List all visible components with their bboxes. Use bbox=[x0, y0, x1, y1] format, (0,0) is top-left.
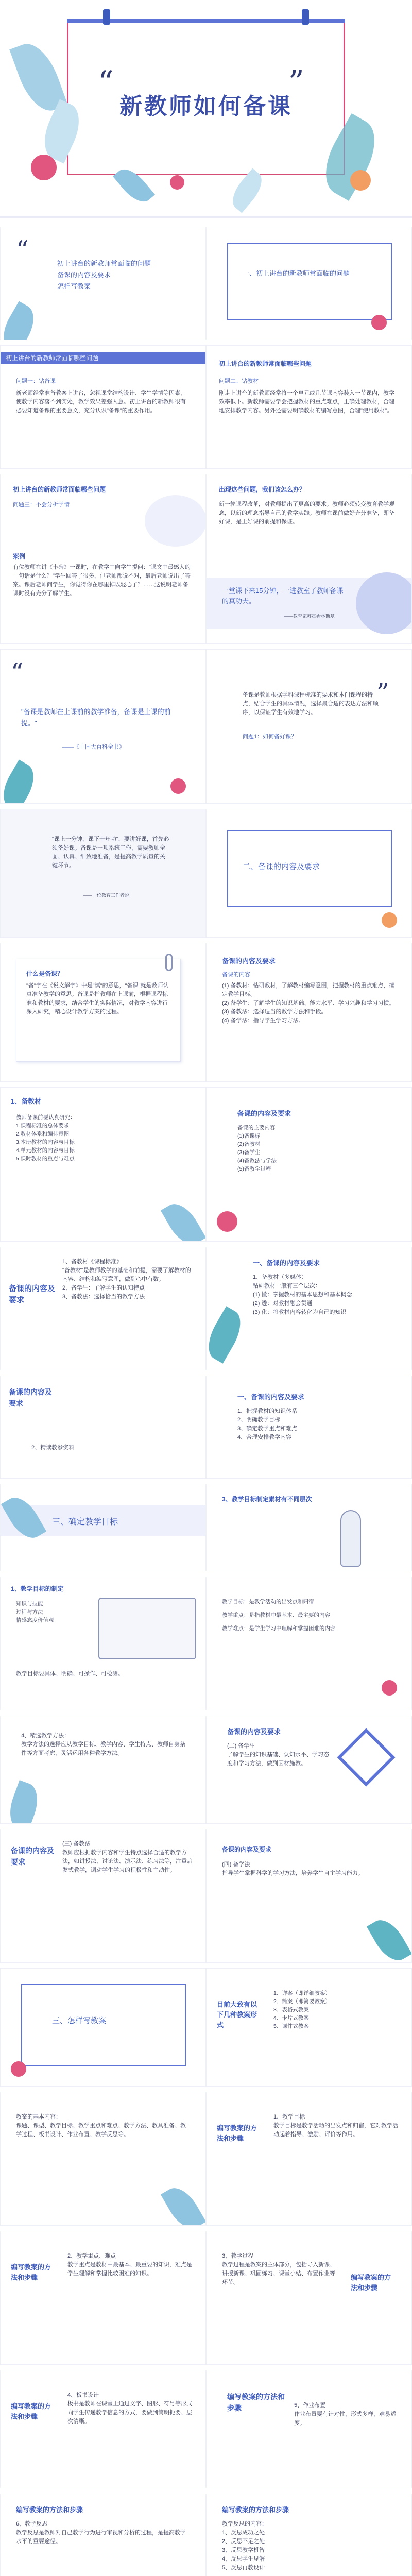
body-text: 新老师经常准备教案上讲台，忽视课堂结构设计、学生学情等因素，使教学内容落不到实处，教学效果差强人意。初上讲台的新教师很有必要知道备课的重要意义，充分认识"备课"的重要作用。 bbox=[16, 390, 186, 414]
question-label: 问题二：钻教材 bbox=[219, 378, 259, 384]
body-text: 4、板书设计 板书是教师在课堂上通过文字、图形、符号等形式向学生传递教学信息的方式，要做到简明扼要、层次清晰。 bbox=[67, 2392, 192, 2425]
body-text: 1、备教材《课程标准》 "备教材"是教师教学的基础和前提，需要了解教材的内容、结构和编写意图，做到心中有数。 2、备学生：了解学生的认知特点 3、备教法：选择恰当的教学方法 bbox=[62, 1259, 191, 1300]
body-text: 5、作业布置 作业布置要有针对性，形式多样，难易适度。 bbox=[294, 2402, 396, 2426]
body-text: (三) 备教法 教师应根据教学内容和学生特点选择合适的教学方法，如讲授法、讨论法、演示法、练习法等，注重启发式教学，调动学生学习的积极性和主动性。 bbox=[62, 1841, 193, 1873]
section-head: 什么是备课？ bbox=[26, 970, 64, 977]
open-quote-icon: “ bbox=[11, 658, 24, 687]
section-head: 编写教案的方法和步骤 bbox=[222, 2506, 289, 2514]
body-text: (1) 备教材：钻研教材，了解教材编写意图，把握教材的重点难点，确定教学目标。 (2) 备学生：了解学生的知识基础、能力水平、学习兴趣和学习习惯。 (3) 备教法：选择适当的教学方法和手段。 (4) 备学法：指导学生学习方法。 bbox=[222, 982, 395, 1024]
quote-author: ——教育家苏霍姆林斯基 bbox=[284, 614, 335, 619]
list-item: 教学目标：是教学活动的出发点和归宿 bbox=[222, 1599, 314, 1605]
slide-18-left bbox=[0, 2370, 206, 2488]
bg-panel bbox=[1, 809, 206, 938]
slide-2-right bbox=[206, 227, 412, 340]
list-item: 2、简案（即简要教案） bbox=[273, 1998, 331, 2005]
slide-16-left bbox=[0, 2092, 206, 2226]
separator bbox=[0, 216, 412, 218]
list-item: (4)备教法与学法 bbox=[237, 1158, 277, 1164]
sub-head: 2、精读教参资料 bbox=[31, 1445, 75, 1451]
leaf-decor-icon bbox=[0, 301, 41, 340]
slide-13-right bbox=[206, 1716, 412, 1824]
list-item: (1)备课标 bbox=[237, 1133, 261, 1139]
question-label: 问题三：不会分析学情 bbox=[13, 502, 70, 508]
s2-right-title: 一、初上讲台的新教师常面临的问题 bbox=[243, 269, 350, 277]
points-list bbox=[222, 1598, 397, 1633]
section-head: 初上讲台的新教师常面临哪些问题 bbox=[13, 486, 106, 493]
body-text: 3、教学过程 教学过程是教案的主体部分，包括导入新课、讲授新课、巩固练习、课堂小结、布置作业等环节。 bbox=[222, 2253, 335, 2285]
body-text: 1、教学目标 教学目标是教学活动的出发点和归宿，它对教学活动起着指导、激励、评价等作用。 bbox=[273, 2114, 398, 2138]
slide-19-left bbox=[0, 2494, 206, 2576]
section-head: 一、备课的内容及要求 bbox=[237, 1393, 305, 1401]
list-item: 1、详案（即详细教案） bbox=[273, 1990, 331, 1996]
flower-decor-icon bbox=[170, 778, 186, 794]
question-label: 问题一：钻备课 bbox=[16, 378, 56, 384]
slide-5-right bbox=[206, 649, 412, 804]
list-item: 备课的主要内容 bbox=[237, 1125, 276, 1131]
quote-text: "备课是教师在上课前的教学准备，备课是上课的前提。" bbox=[21, 708, 171, 727]
note-text: 教学目标要具体、明确、可操作、可检测。 bbox=[16, 1671, 124, 1677]
section-head: 3、教学目标制定素材有不同层次 bbox=[222, 1496, 312, 1503]
list bbox=[237, 1124, 392, 1173]
flower-decor-icon bbox=[11, 2061, 26, 2077]
vertical-label: 目前大致有以下几种教案形式 bbox=[217, 2001, 258, 2029]
levels-list bbox=[16, 1600, 93, 1624]
sub-head: 备课的内容 bbox=[222, 972, 250, 978]
list-item: (5)备教学过程 bbox=[237, 1166, 271, 1172]
body-text: 刚走上讲台的新教师经常将一个单元或几节课内容装入一节课内，教学效率低下。新教师需要学会把握教材的重点难点，正确处理教材，合理地安排教学内容。另外还需要明确教材的编写意图，合理"使用教材"。 bbox=[219, 390, 394, 414]
close-quote-icon: ” bbox=[376, 679, 389, 707]
vertical-label: 备课的内容及要求 bbox=[9, 1284, 56, 1304]
vertical-label: 编写教案的方法和步骤 bbox=[351, 2274, 391, 2292]
slide-16-right bbox=[206, 2092, 412, 2226]
slide-14-left bbox=[0, 1829, 206, 1963]
list-item: 知识与技能 bbox=[16, 1601, 43, 1607]
slide-6-right bbox=[206, 809, 412, 938]
leaf-decor-icon bbox=[367, 1914, 412, 1963]
cover-slide bbox=[0, 0, 412, 216]
slide-8-right bbox=[206, 1087, 412, 1242]
slide-12-left bbox=[0, 1577, 206, 1710]
body-text: 教案的基本内容： 课题、课型、教学目标、教学重点和难点、教学方法、教具准备、教学过程、板书设计、作业布置、教学反思等。 bbox=[16, 2114, 186, 2138]
list bbox=[273, 1989, 402, 2030]
body-text: "课上一分钟，课下十年功"，要讲好课，首先必须备好课。备课是一项系统工作，需要教师全面、认真、细致地准备，是提高教学质量的关键环节。 bbox=[52, 836, 169, 869]
list-item: 1.课程标准的总体要求 bbox=[16, 1123, 70, 1129]
quote-source: ——《中国大百科全书》 bbox=[62, 744, 125, 750]
slide-11-right bbox=[206, 1484, 412, 1571]
body-text: 1、把握教材的知识体系 2、明确教学目标 3、确定教学重点和难点 4、合理安排教学内容 bbox=[237, 1408, 298, 1440]
leaf-decor-icon bbox=[4, 1780, 44, 1824]
section-tag: 初上讲台的新教师常面临哪些问题 bbox=[1, 352, 206, 364]
list-item: 教师备课前要认真研究： bbox=[16, 1114, 76, 1121]
slide-8-left bbox=[0, 1087, 206, 1242]
quote-text: 一堂课下来15分钟，一进教室了教师备课的真功夫。 bbox=[222, 587, 344, 605]
body-text: 备课是教师根据学科课程标准的要求和本门课程的特点，结合学生的具体情况，选择最合适的表达方法和顺序，以保证学生有效地学习。 bbox=[243, 692, 379, 716]
flower-decor-icon bbox=[382, 1680, 397, 1696]
list-item: 2.教材体系和编排意图 bbox=[16, 1131, 70, 1137]
flower-decor-icon bbox=[371, 315, 387, 330]
vertical-label: 编写教案的方法和步骤 bbox=[11, 2402, 52, 2420]
body-text: 6、教学反思 教学反思是教师对自己教学行为进行审视和分析的过程，是提高教学水平的重要途径。 bbox=[16, 2521, 186, 2545]
slide-14-right bbox=[206, 1829, 412, 1963]
list-item: (2)备教材 bbox=[237, 1141, 261, 1147]
slide-9-left bbox=[0, 1247, 206, 1370]
leaf-decor-icon bbox=[161, 2182, 206, 2226]
body-text: "备"字在《说文解字》中是"慎"的意思，"备课"就是教师认真准备教学的意思。备课是指教师在上课前，根据课程标准和教材的要求，结合学生的实际情况，对教学内容进行深入研究，精心设计教学方案的过程。 bbox=[26, 982, 169, 1015]
body-text: 教学反思的内容： 1、反思成功之处 2、反思不足之处 3、反思教学机智 4、反思学生见解 5、反思再教设计 bbox=[222, 2521, 267, 2571]
slide-3-right bbox=[206, 345, 412, 469]
slide-17-right bbox=[206, 2231, 412, 2365]
case-body: 有位教师在讲《丰碑》一课时，在教学中向学生提问："课文中最感人的一句话是什么？"学生回答了很多，但老师都说不对，最后老师说出了答案。课后老师问学生，你觉得你在哪里掉以轻心了？……这说明老师备课时没有充分了解学生。 bbox=[13, 564, 191, 597]
body-text: 2、教学重点、难点 教学重点是教材中最基本、最重要的知识，难点是学生理解和掌握比较困难的知识。 bbox=[67, 2253, 192, 2277]
section-head: 备课的内容及要求 bbox=[227, 1728, 281, 1736]
open-quote-icon: “ bbox=[98, 64, 114, 100]
body-text: (二) 备学生 了解学生的知识基础、认知水平、学习态度和学习方法，做到因材施教。 bbox=[227, 1743, 329, 1767]
list-item: 5、课件式教案 bbox=[273, 2023, 309, 2029]
section-head: 初上讲台的新教师常面临哪些问题 bbox=[219, 360, 312, 367]
bg-blob bbox=[145, 495, 206, 547]
list-item: 教学难点：是学生学习中理解和掌握困难的内容 bbox=[222, 1625, 336, 1632]
close-quote-icon: ” bbox=[288, 64, 304, 100]
body-text: 1、备教材（多媒体） 钻研教材一般有三个层次： (1) 懂：掌握教材的基本思想和基本概念 (2) 透：对教材融会贯通 (3) 化：将教材内容转化为自己的知识 bbox=[253, 1274, 352, 1315]
slide-4-left bbox=[0, 474, 206, 644]
list-item: 4、卡片式教案 bbox=[273, 2015, 309, 2021]
clip-right-icon bbox=[302, 9, 309, 25]
cover-title: 新教师如何备课 bbox=[119, 94, 293, 119]
section-head: 备课的内容及要求 bbox=[222, 957, 276, 965]
slide-10-right bbox=[206, 1376, 412, 1479]
section-head: 编写教案的方法和步骤 bbox=[16, 2506, 83, 2514]
slide-2-left bbox=[0, 227, 206, 340]
flower-decor-icon bbox=[350, 170, 371, 191]
list-item: 3.本册教材的内容与目标 bbox=[16, 1139, 75, 1145]
list-item: 4.单元教材的内容与目标 bbox=[16, 1147, 75, 1154]
section-title: 三、确定教学目标 bbox=[52, 1518, 118, 1527]
slide-3-left bbox=[0, 345, 206, 469]
vertical-label: 编写教案的方法和步骤 bbox=[217, 2124, 258, 2142]
slide-6-left bbox=[0, 809, 206, 938]
flower-decor-icon bbox=[217, 1211, 237, 1232]
credit-text: ——一位教育工作者说 bbox=[83, 893, 130, 898]
list-item: 教学重点：是指教材中最基本、最主要的内容 bbox=[222, 1612, 330, 1618]
flower-decor-icon bbox=[170, 175, 184, 190]
list bbox=[16, 1113, 186, 1163]
section-title: 1、备教材 bbox=[11, 1097, 42, 1105]
vertical-label: 编写教案的方法和步骤 bbox=[227, 2393, 285, 2412]
leaf-decor-icon bbox=[0, 760, 41, 804]
body-text: (四) 备学法 指导学生掌握科学的学习方法，培养学生自主学习能力。 bbox=[222, 1861, 364, 1876]
flower-decor-icon bbox=[31, 155, 57, 180]
diamond-decor-icon bbox=[337, 1728, 395, 1786]
slide-19-right bbox=[206, 2494, 412, 2576]
section-title: 二、备课的内容及要求 bbox=[243, 862, 320, 871]
section-head: 备课的内容及要求 bbox=[222, 1846, 272, 1853]
slide-18-right bbox=[206, 2370, 412, 2488]
slide-15-left bbox=[0, 1968, 206, 2087]
open-quote-icon: “ bbox=[16, 235, 29, 264]
s2-left-title: 初上讲台的新教师常面临的问题 备课的内容及要求 怎样写教案 bbox=[57, 260, 151, 290]
slide-7-right bbox=[206, 943, 412, 1082]
list-item: 3、表格式教案 bbox=[273, 2007, 309, 2013]
list-item: 情感态度价值观 bbox=[16, 1617, 54, 1623]
slide-5-left bbox=[0, 649, 206, 804]
slide-15-right bbox=[206, 1968, 412, 2087]
slide-4-right bbox=[206, 474, 412, 644]
list-item: 过程与方法 bbox=[16, 1609, 43, 1615]
section-head: 备课的内容及要求 bbox=[237, 1110, 291, 1117]
slide-13-left bbox=[0, 1716, 206, 1824]
slide-frame bbox=[227, 243, 392, 320]
bg-blob bbox=[356, 572, 412, 634]
slide-7-left bbox=[0, 943, 206, 1082]
body-text: 4、精选教学方法： 教学方法的选择应从教学目标、教学内容、学生特点、教师自身条件等方面考虑，灵活运用各种教学方法。 bbox=[21, 1733, 185, 1756]
slide-9-right bbox=[206, 1247, 412, 1370]
list-item: 5.课时教材的重点与难点 bbox=[16, 1156, 75, 1162]
slide-17-left bbox=[0, 2231, 206, 2365]
list-item: (3)备学生 bbox=[237, 1149, 261, 1156]
slide-11-left bbox=[0, 1484, 206, 1571]
paperclip-icon bbox=[165, 954, 173, 971]
section-title: 三、怎样写教案 bbox=[52, 2016, 107, 2025]
pencil-character-icon bbox=[340, 1510, 361, 1567]
slide-10-left bbox=[0, 1376, 206, 1479]
body-text: 新一轮课程改革，对教师提出了更高的要求。教师必须转变教育教学观念，以新的理念指导自己的教学实践。教师在课前做好充分准备，即备好课，是上好课的前提和保证。 bbox=[219, 501, 394, 525]
section-head: 1、教学目标的制定 bbox=[11, 1585, 64, 1592]
question-label: 问题1：如何备好课？ bbox=[243, 734, 297, 740]
vertical-label: 编写教案的方法和步骤 bbox=[11, 2263, 52, 2281]
slide-12-right bbox=[206, 1577, 412, 1710]
section-head: 出现这些问题，我们该怎么办？ bbox=[219, 486, 306, 493]
flower-decor-icon bbox=[382, 912, 397, 928]
leaf-decor-icon bbox=[206, 1306, 249, 1364]
section-head: 备课的内容及要求 bbox=[11, 1846, 54, 1866]
case-title: 案例 bbox=[13, 553, 26, 560]
leaf-decor-icon bbox=[161, 1198, 206, 1242]
section-head: 一、备课的内容及要求 bbox=[253, 1259, 320, 1267]
clip-left-icon bbox=[103, 9, 110, 25]
vertical-label: 备课的内容及要求 bbox=[9, 1388, 52, 1408]
classroom-illustration-icon bbox=[98, 1598, 196, 1659]
